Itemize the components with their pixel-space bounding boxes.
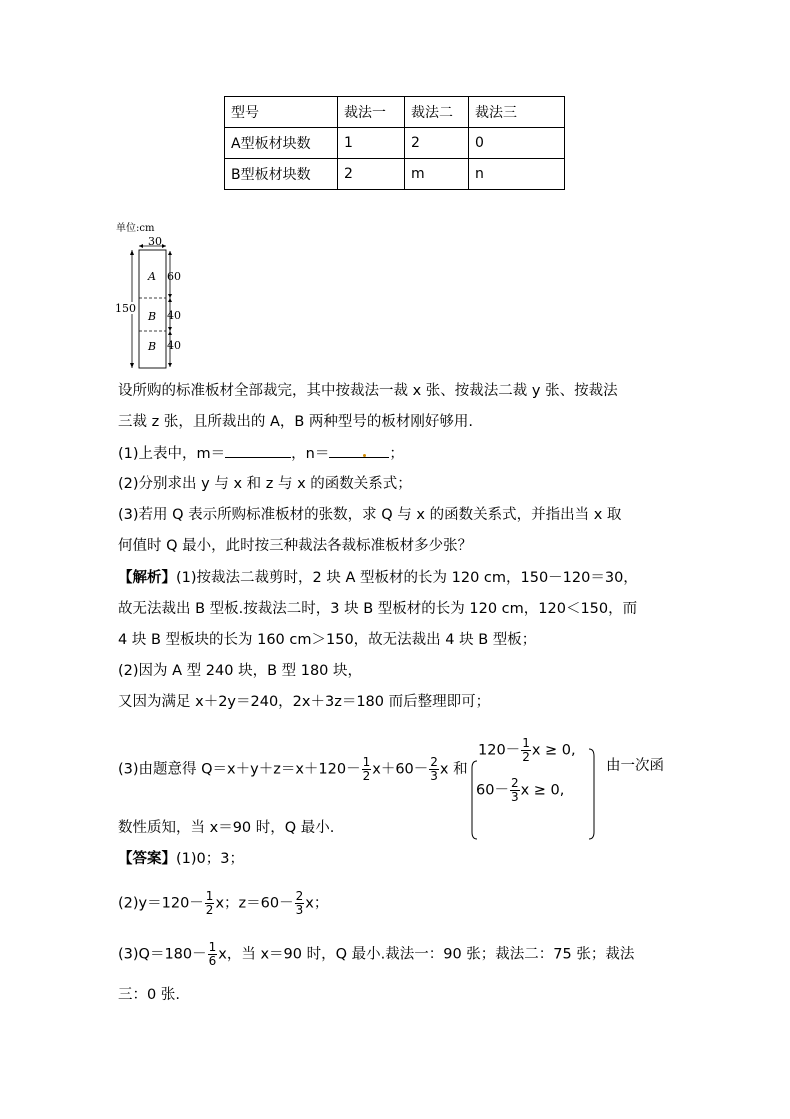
answer-text: x； bbox=[305, 895, 329, 912]
table-cell: B型板材块数 bbox=[225, 159, 338, 190]
question-2: (2)分别求出 y 与 x 和 z 与 x 的函数关系式； bbox=[118, 476, 412, 492]
piece-label-b: B bbox=[148, 310, 157, 323]
table-cell: 1 bbox=[338, 128, 405, 159]
denominator: 3 bbox=[430, 769, 438, 783]
arrow-icon bbox=[168, 294, 172, 298]
analysis-tag: 【解析】 bbox=[118, 570, 176, 586]
cutting-method-table bbox=[224, 96, 565, 190]
question-3-line-1: (3)若用 Q 表示所购标准板材的张数，求 Q 与 x 的函数关系式，并指出当 x 取 bbox=[118, 507, 622, 523]
width-label: 30 bbox=[148, 235, 162, 248]
analysis-line-3: 4 块 B 型板块的长为 160 cm＞150，故无法裁出 4 块 B 型板； bbox=[118, 632, 537, 648]
answer-blank-m bbox=[225, 443, 291, 458]
answer-tag: 【答案】 bbox=[118, 851, 176, 867]
arrow-icon bbox=[130, 363, 134, 368]
denominator: 6 bbox=[208, 954, 217, 968]
answer-line-3 bbox=[118, 941, 634, 968]
arrow-icon bbox=[168, 251, 172, 255]
numerator: 1 bbox=[522, 736, 530, 750]
unit-label: 单位:cm bbox=[116, 223, 155, 234]
fraction-two-thirds bbox=[510, 777, 520, 804]
height-label: 150 bbox=[115, 302, 136, 315]
condition-text: x ≥ 0, bbox=[531, 742, 576, 759]
analysis-text: (1)按裁法二裁剪时，2 块 A 型板材的长为 120 cm，150－120＝30， bbox=[176, 570, 638, 586]
condition-1 bbox=[478, 737, 576, 764]
table-header-cell: 型号 bbox=[225, 97, 338, 128]
condition-text: 60－ bbox=[476, 782, 509, 799]
answer-text: x，当 x＝90 时，Q 最小.裁法一：90 张；裁法二：75 张；裁法 bbox=[218, 946, 635, 963]
table-cell: A型板材块数 bbox=[225, 128, 338, 159]
segment-label: 40 bbox=[167, 339, 181, 352]
right-brace bbox=[586, 748, 598, 840]
answer-line-2 bbox=[118, 890, 328, 917]
problem-intro-line-2: 三裁 z 张，且所裁出的 A，B 两种型号的板材刚好够用. bbox=[118, 414, 474, 430]
arrow-icon bbox=[130, 250, 134, 255]
table-cell: 0 bbox=[469, 128, 565, 159]
question-3-line-2: 何值时 Q 最小，此时按三种裁法各裁标准板材多少张？ bbox=[118, 538, 473, 554]
numerator: 2 bbox=[295, 889, 304, 903]
answer-line-4: 三：0 张. bbox=[118, 987, 180, 1003]
table-cell: 2 bbox=[405, 128, 469, 159]
question-1 bbox=[118, 443, 404, 464]
table-cell: n bbox=[469, 159, 565, 190]
table-cell: m bbox=[405, 159, 469, 190]
board-figure bbox=[112, 220, 192, 375]
denominator: 2 bbox=[362, 769, 371, 783]
numerator: 1 bbox=[362, 755, 371, 769]
table-header-cell: 裁法三 bbox=[469, 97, 565, 128]
question-1-text: (1)上表中，m＝ bbox=[118, 446, 226, 462]
table-cell: 2 bbox=[338, 159, 405, 190]
analysis-line-7: 数性质知，当 x＝90 时，Q 最小. bbox=[118, 820, 335, 836]
answer-blank-n bbox=[329, 443, 389, 458]
answer-text: (2)y＝120－ bbox=[118, 895, 204, 912]
numerator: 2 bbox=[510, 776, 519, 790]
condition-text: 120－ bbox=[478, 742, 521, 759]
analysis-text: (3)由题意得 Q＝x＋y＋z＝x＋120－ bbox=[118, 761, 361, 778]
question-1-text: ，n＝ bbox=[291, 446, 330, 462]
analysis-line-5: 又因为满足 x＋2y＝240，2x＋3z＝180 而后整理即可； bbox=[118, 694, 491, 710]
question-1-text: ； bbox=[389, 446, 404, 462]
fraction-one-sixth bbox=[208, 941, 218, 968]
condition-2 bbox=[476, 777, 564, 804]
condition-text: x ≥ 0, bbox=[520, 782, 565, 799]
denominator: 2 bbox=[522, 750, 530, 764]
denominator: 3 bbox=[295, 903, 304, 917]
arrow-icon bbox=[168, 298, 172, 302]
arrow-icon bbox=[168, 331, 172, 335]
piece-label-b: B bbox=[148, 340, 157, 353]
segment-label: 60 bbox=[167, 270, 181, 283]
analysis-line-6-end: 由一次函 bbox=[606, 758, 664, 774]
denominator: 3 bbox=[510, 790, 519, 804]
denominator: 2 bbox=[205, 903, 214, 917]
arrow-icon bbox=[168, 363, 172, 367]
fraction-two-thirds bbox=[429, 756, 439, 783]
piece-label-a: A bbox=[148, 270, 156, 283]
numerator: 1 bbox=[205, 889, 214, 903]
arrow-icon bbox=[168, 327, 172, 331]
fraction-two-thirds bbox=[295, 890, 305, 917]
table-header-cell: 裁法一 bbox=[338, 97, 405, 128]
analysis-line-1 bbox=[118, 568, 638, 588]
fraction-one-half bbox=[521, 737, 531, 764]
arrow-icon bbox=[139, 244, 143, 248]
analysis-text: x 和 bbox=[439, 761, 468, 778]
analysis-line-4: (2)因为 A 型 240 块，B 型 180 块， bbox=[118, 663, 363, 679]
analysis-text: x＋60－ bbox=[372, 761, 429, 778]
arrow-icon bbox=[162, 244, 166, 248]
table-header-cell: 裁法二 bbox=[405, 97, 469, 128]
answer-text: (3)Q＝180－ bbox=[118, 946, 207, 963]
fraction-one-half bbox=[205, 890, 215, 917]
segment-label: 40 bbox=[167, 309, 181, 322]
fraction-one-half bbox=[362, 756, 372, 783]
table-row bbox=[225, 128, 565, 159]
table-header-row bbox=[225, 97, 565, 128]
analysis-line-2: 故无法裁出 B 型板.按裁法二时，3 块 B 型板材的长为 120 cm，120＜150，而 bbox=[118, 601, 638, 617]
analysis-line-6 bbox=[118, 756, 468, 783]
answer-text: (1)0；3； bbox=[176, 851, 244, 867]
answer-text: x；z＝60－ bbox=[215, 895, 294, 912]
table-row bbox=[225, 159, 565, 190]
answer-line-1 bbox=[118, 849, 244, 869]
numerator: 1 bbox=[208, 940, 217, 954]
problem-intro-line-1: 设所购的标准板材全部裁完，其中按裁法一裁 x 张、按裁法二裁 y 张、按裁法 bbox=[118, 383, 618, 399]
numerator: 2 bbox=[430, 755, 438, 769]
